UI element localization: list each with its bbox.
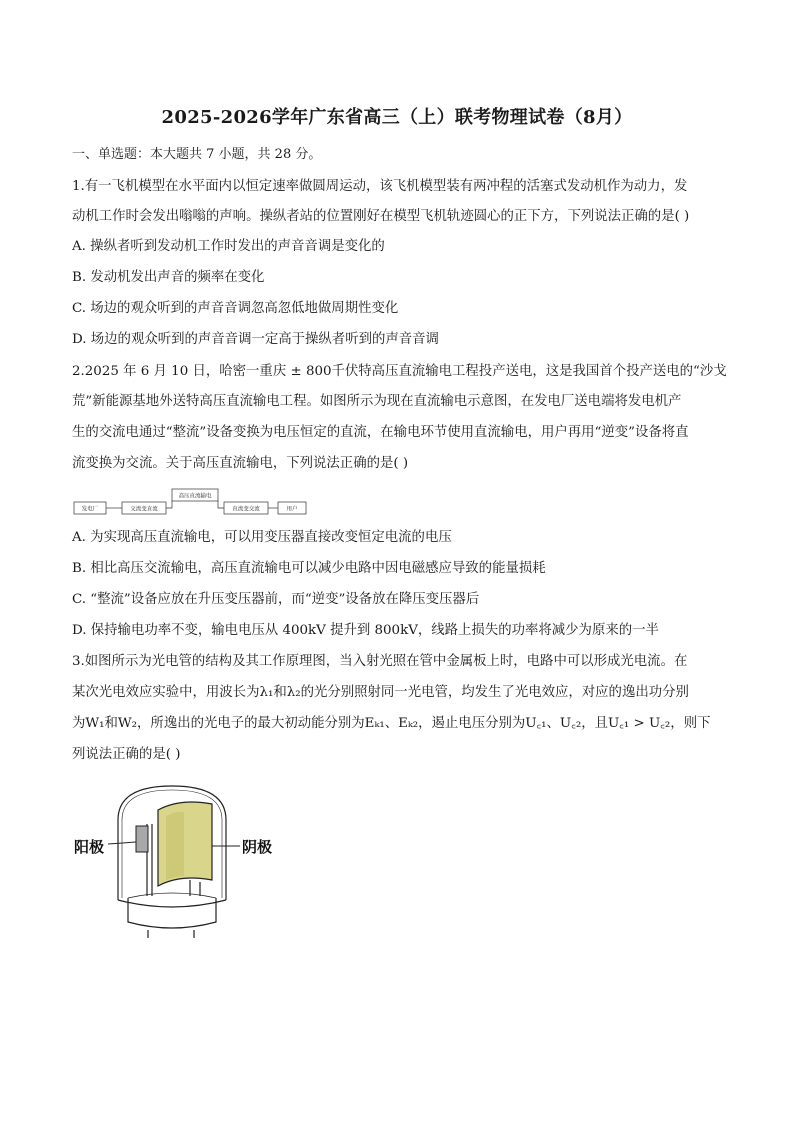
phototube-figure xyxy=(72,780,272,940)
q3-stem-line-3: 为W₁和W₂，所逸出的光电子的最大初动能分别为Eₖ₁、Eₖ₂，遏止电压分别为U꜀₁、U꜀₂，且U꜀₁ > U꜀₂，则下 xyxy=(72,716,711,731)
anode-plate xyxy=(136,826,148,852)
q3-stem-line-2: 某次光电效应实验中，用波长为λ₁和λ₂的光分别照射同一光电管，均发生了光电效应，对应的逸出功分别 xyxy=(72,685,689,700)
q2-stem-line-2: 荒”新能源基地外送特高压直流输电工程。如图所示为现在直流输电示意图，在发电厂送电端将发电机产 xyxy=(72,394,682,409)
q1-stem-line-1: 1.有一飞机模型在水平面内以恒定速率做圆周运动，该飞机模型装有两冲程的活塞式发动机作为动力，发 xyxy=(72,179,688,194)
section-heading: 一、单选题：本大题共 7 小题，共 28 分。 xyxy=(72,147,322,162)
q2-option-d: D. 保持输电功率不变，输电电压从 400kV 提升到 800kV，线路上损失的功率将减少为原来的一半 xyxy=(72,623,659,638)
q1-option-d: D. 场边的观众听到的声音音调一定高于操纵者听到的声音音调 xyxy=(72,332,439,347)
q1-stem-line-2: 动机工作时会发出嗡嗡的声响。操纵者站的位置刚好在模型飞机轨迹圆心的正下方，下列说法正确的是( ) xyxy=(72,209,690,224)
diagram-label-power-plant: 发电厂 xyxy=(81,506,99,513)
q2-option-c: C. “整流”设备应放在升压变压器前，而“逆变”设备放在降压变压器后 xyxy=(72,592,480,607)
dc-transmission-diagram xyxy=(72,488,312,520)
q2-option-a: A. 为实现高压直流输电，可以用变压器直接改变恒定电流的电压 xyxy=(72,530,452,545)
q2-option-b: B. 相比高压交流输电，高压直流输电可以减少电路中因电磁感应导致的能量损耗 xyxy=(72,561,546,576)
base-collar-top xyxy=(128,893,216,898)
q2-stem-line-4: 流变换为交流。关于高压直流输电，下列说法正确的是( ) xyxy=(72,456,409,471)
diagram-label-ac-to-dc: 交流变直流 xyxy=(130,506,158,513)
page-title: 2025-2026学年广东省高三（上）联考物理试卷（8月） xyxy=(161,107,633,128)
diagram-connector xyxy=(166,501,172,508)
diagram-connector xyxy=(218,501,224,508)
q3-stem-line-4: 列说法正确的是( ) xyxy=(72,747,181,762)
base-collar xyxy=(128,898,216,928)
q1-option-a: A. 操纵者听到发动机工作时发出的声音音调是变化的 xyxy=(72,239,385,254)
anode-label: 阳极 xyxy=(74,838,105,856)
cathode-label: 阴极 xyxy=(242,838,272,856)
q2-stem-line-3: 生的交流电通过“整流”设备变换为电压恒定的直流，在输电环节使用直流输电，用户再用“逆变”设备将直 xyxy=(72,425,689,440)
base-top-rim xyxy=(118,900,226,907)
q1-option-b: B. 发动机发出声音的频率在变化 xyxy=(72,270,265,285)
q1-option-c: C. 场边的观众听到的声音音调忽高忽低地做周期性变化 xyxy=(72,301,399,316)
diagram-label-user: 用户 xyxy=(286,506,298,513)
q2-stem-line-1: 2.2025 年 6 月 10 日，哈密一重庆 ± 800千伏特高压直流输电工程投产送电，这是我国首个投产送电的“沙戈 xyxy=(72,364,727,379)
diagram-label-hvdc: 高压直流输电 xyxy=(178,493,212,500)
diagram-label-dc-to-ac: 直流变交流 xyxy=(232,506,260,513)
q3-stem-line-1: 3.如图所示为光电管的结构及其工作原理图，当入射光照在管中金属板上时，电路中可以形成光电流。在 xyxy=(72,654,688,669)
cathode-shade xyxy=(166,812,184,880)
